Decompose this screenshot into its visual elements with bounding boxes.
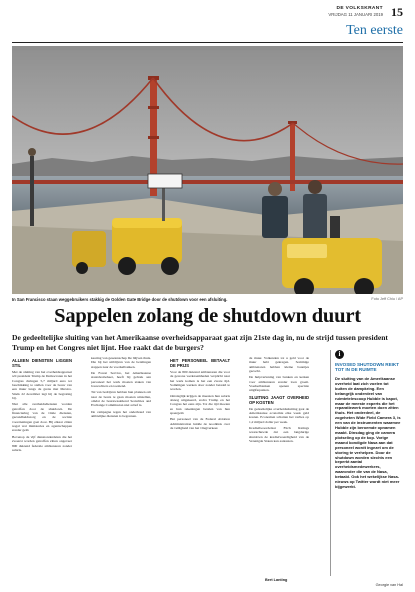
body-paragraph: De gedeeltelijke overheidssluiting gaat de Amerikaanse economie elke week geld kosten. Economen schatten het verlies op 1,2 miljard dollar per week. (249, 406, 309, 424)
subheading: HET PERSONEEL BETAALT DE PRIJS (170, 358, 230, 368)
page-number: 15 (391, 5, 403, 19)
body-paragraph: Bovenop de vijf dienstonderdelen die het zwaarst worden getroffen zitten ongeveer 800 duizend federale ambtenaren zonder salaris. (12, 434, 72, 452)
masthead (12, 6, 403, 42)
body-paragraph: kearing van gesetenschap De blijven thuis. Die bij het uitblijven van de betalingen stappen naar de voedselbanken. (91, 356, 151, 369)
body-paragraph: Ontslaglijk krijgen de meesten hun salaris alsnog uitgekeerd, zodra Trump en het Congres het eens zijn. Tot die tijd moeten ze hun rekeningen betalen van hun spaargeld. (170, 393, 230, 416)
body-paragraph: de muur. Volkenden tot u geld voor de muur hebt gekregen. Sommige ambtenaren hebben kleine baantjes gezocht. (249, 356, 309, 374)
headline: Sappelen zolang de shutdown duurt (54, 305, 361, 327)
body-paragraph: Met de sluiting van het overheidsapparaat wil president Trump de Democraten in het Congres dwingen 5,7 miljard euro ter beschikking te stellen voor de bouw van een muur langs de grens met Mexico. Sinds 22 december legt hij de begroting bij. (12, 370, 72, 401)
newspaper-name: DE VOLKSKRANT (336, 6, 383, 11)
article-column-3 (170, 356, 230, 432)
sidebar-title: INVOSED SHUTDOWN REIKT TOT IN DE RUIMTE (335, 362, 400, 373)
body-paragraph: Kredietbeoordelaar Fitch Ratings waarschuwde dat een langdurige shutdown de kredietwaardigheid van de Verenigde Staten kan aantasten. (249, 426, 309, 444)
photo-credit: Foto Jeff Chiu / AP (371, 297, 403, 301)
sidebar-box (330, 350, 403, 576)
body-paragraph: De Forest Service, het Amerikaanse staatsbosbeheer, heeft bij gebrek aan personeel het werk moeten staken van boswachters en toeziend. (91, 371, 151, 389)
subheading: SLUITING JAAGT OVERHEID OP KOSTEN (249, 394, 309, 405)
article-column-2 (91, 356, 151, 420)
article-column-4 (249, 356, 309, 446)
masthead-rule (12, 42, 403, 43)
body-paragraph: Tal van bedrijven hebben hun plannen om naar de beurs te gaan moeten uitstellen, omdat de beurswaakhond Securities and Exchange Commission niet actief is. (91, 390, 151, 408)
body-paragraph: Niet alle overheidsdiensten worden getroffen door de shutdown. De financiering van de vitale diensten, gezondheidszorg en de sociale voorzieningen gaat door. Bij elkaar zitten nogal wat ministeries en agentschappen zonder geld. (12, 402, 72, 433)
info-icon: i (335, 350, 344, 359)
body-paragraph: De hulpverlening van banken en kerken voor ambtenaren zonder loon groeit. Voedselbanken openen speciale uitgiftepunten. (249, 375, 309, 393)
intro-paragraph: De gedeeltelijke sluiting van het Amerikaanse overheidsapparaat gaat zijn 21ste dag in, nu de strijd tussen president Trump en het Congres niet lijnt. Hoe raakt dat de burgers? (12, 333, 388, 352)
graphic-credit: Georgie van Hal (375, 583, 403, 587)
photo-caption: In San Francisco staan weggebruikers stakkig de Golden Gate Bridge door de shutdown voor een afsluiting. (12, 297, 228, 302)
body-paragraph: De campagne tegen het onderhoud van ambtelijke diensten is begonnen. (91, 409, 151, 419)
issue-date: VRIJDAG 11 JANUARI 2019 (328, 12, 383, 17)
byline: Bert Lanting (265, 578, 288, 582)
photo (12, 46, 403, 294)
sidebar-text: De sluiting van de Amerikaanse overheid laat zich voelen tot buiten de dampkring. Een belangrijk onderdeel van ruimtetelescoop Hubble is kapot, maar de meeste experts die het reparatiewerk moeten doen zitten thuis. Het onderdeel, de zogeheten Wide Field Camera 3, is een van de instrumenten waarmee Hubble zijn beroemde opnamen maakt. Dinsdag ging de camera plotseling op de kop. Vorige maand kondigde Nasa aan dat personeel wordt ingezet om de storing te verhelpen. Door de shutdown worden slechts een beperkt aantal overheidsmedewerkers, waaronder die van de Nasa, betaald. Ook het wekelijkse Nasa-nieuws op Twitter wordt niet meer bijgewerkt. (335, 376, 401, 489)
body-paragraph: Voor de 800 duizend ambtenaren die voor de gewone werkzaamheden verplicht naar het werk komen is het een zware tijd. Sommigen werken door zonder betaald te worden. (170, 370, 230, 392)
section-title: Ten eerste (346, 23, 403, 38)
subheading: ALLEEN DIENSTEN LIGGEN STIL (12, 358, 72, 368)
body-paragraph: Het personeel van de Federal Aviation Administration luidde de noodklok over de veiligheid van het vliegverkeer. (170, 417, 230, 431)
article-column-1 (12, 356, 72, 454)
